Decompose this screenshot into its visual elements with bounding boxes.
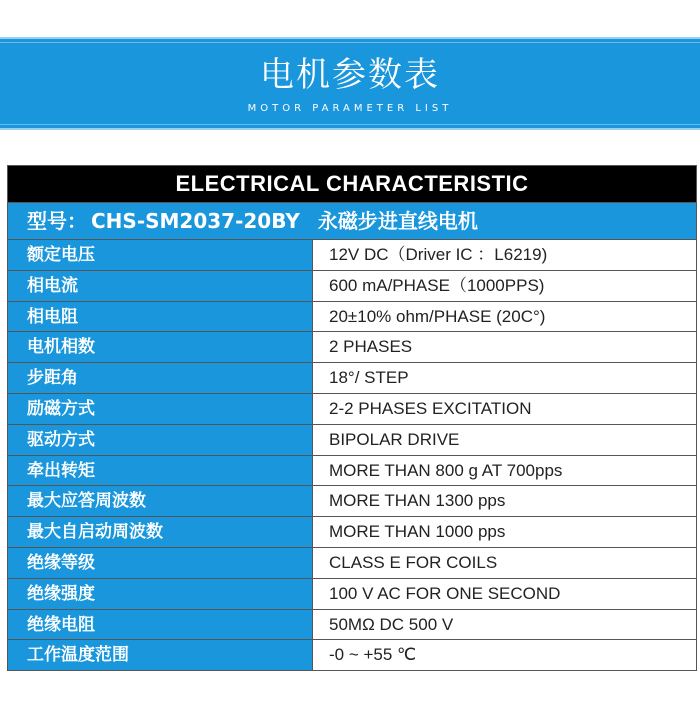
header-banner bbox=[0, 37, 700, 130]
parameter-label: 牵出转矩 bbox=[8, 456, 313, 486]
banner-rule-bottom-thin bbox=[0, 124, 700, 125]
table-heading: ELECTRICAL CHARACTERISTIC bbox=[8, 166, 696, 202]
parameter-value: MORE THAN 1300 pps bbox=[313, 486, 696, 516]
parameter-value: 2-2 PHASES EXCITATION bbox=[313, 394, 696, 424]
parameter-value: 600 mA/PHASE（1000PPS) bbox=[313, 271, 696, 301]
table-row bbox=[8, 485, 696, 516]
parameter-label: 绝缘强度 bbox=[8, 579, 313, 609]
page-subtitle: MOTOR PARAMETER LIST bbox=[247, 103, 453, 114]
parameter-label: 励磁方式 bbox=[8, 394, 313, 424]
table-row bbox=[8, 239, 696, 270]
table-row bbox=[8, 455, 696, 486]
parameter-value: 50MΩ DC 500 V bbox=[313, 610, 696, 640]
parameter-label: 电机相数 bbox=[8, 332, 313, 362]
table-row bbox=[8, 270, 696, 301]
table-body bbox=[8, 239, 696, 670]
table-row bbox=[8, 516, 696, 547]
parameter-value: 100 V AC FOR ONE SECOND bbox=[313, 579, 696, 609]
model-code: CHS-SM2037-20BY bbox=[91, 209, 300, 233]
parameter-label: 绝缘等级 bbox=[8, 548, 313, 578]
banner-rule-top-thin bbox=[0, 42, 700, 43]
model-description: 永磁步进直线电机 bbox=[317, 209, 478, 233]
parameter-label: 工作温度范围 bbox=[8, 640, 313, 670]
model-prefix: 型号： bbox=[27, 209, 87, 233]
table-row bbox=[8, 362, 696, 393]
parameter-label: 最大应答周波数 bbox=[8, 486, 313, 516]
parameter-value: BIPOLAR DRIVE bbox=[313, 425, 696, 455]
table-row bbox=[8, 609, 696, 640]
table-row bbox=[8, 393, 696, 424]
page-title: 电机参数表 bbox=[260, 55, 440, 95]
parameter-table bbox=[7, 165, 697, 671]
table-row bbox=[8, 331, 696, 362]
parameter-value: CLASS E FOR COILS bbox=[313, 548, 696, 578]
parameter-value: 12V DC（Driver IC ：L6219) bbox=[313, 240, 696, 270]
banner-rule-top bbox=[0, 37, 700, 39]
banner-rule-bottom bbox=[0, 128, 700, 130]
parameter-value: 2 PHASES bbox=[313, 332, 696, 362]
parameter-label: 步距角 bbox=[8, 363, 313, 393]
parameter-label: 额定电压 bbox=[8, 240, 313, 270]
parameter-value: 20±10% ohm/PHASE (20C°) bbox=[313, 302, 696, 332]
parameter-label: 最大自启动周波数 bbox=[8, 517, 313, 547]
table-row bbox=[8, 301, 696, 332]
table-row bbox=[8, 547, 696, 578]
parameter-value: MORE THAN 1000 pps bbox=[313, 517, 696, 547]
parameter-label: 相电流 bbox=[8, 271, 313, 301]
parameter-label: 相电阻 bbox=[8, 302, 313, 332]
parameter-value: MORE THAN 800 g AT 700pps bbox=[313, 456, 696, 486]
model-row bbox=[8, 202, 696, 239]
parameter-label: 绝缘电阻 bbox=[8, 610, 313, 640]
table-row bbox=[8, 639, 696, 670]
table-row bbox=[8, 424, 696, 455]
parameter-value: -0 ~ +55 ℃ bbox=[313, 640, 696, 670]
parameter-value: 18°/ STEP bbox=[313, 363, 696, 393]
parameter-label: 驱动方式 bbox=[8, 425, 313, 455]
table-row bbox=[8, 578, 696, 609]
